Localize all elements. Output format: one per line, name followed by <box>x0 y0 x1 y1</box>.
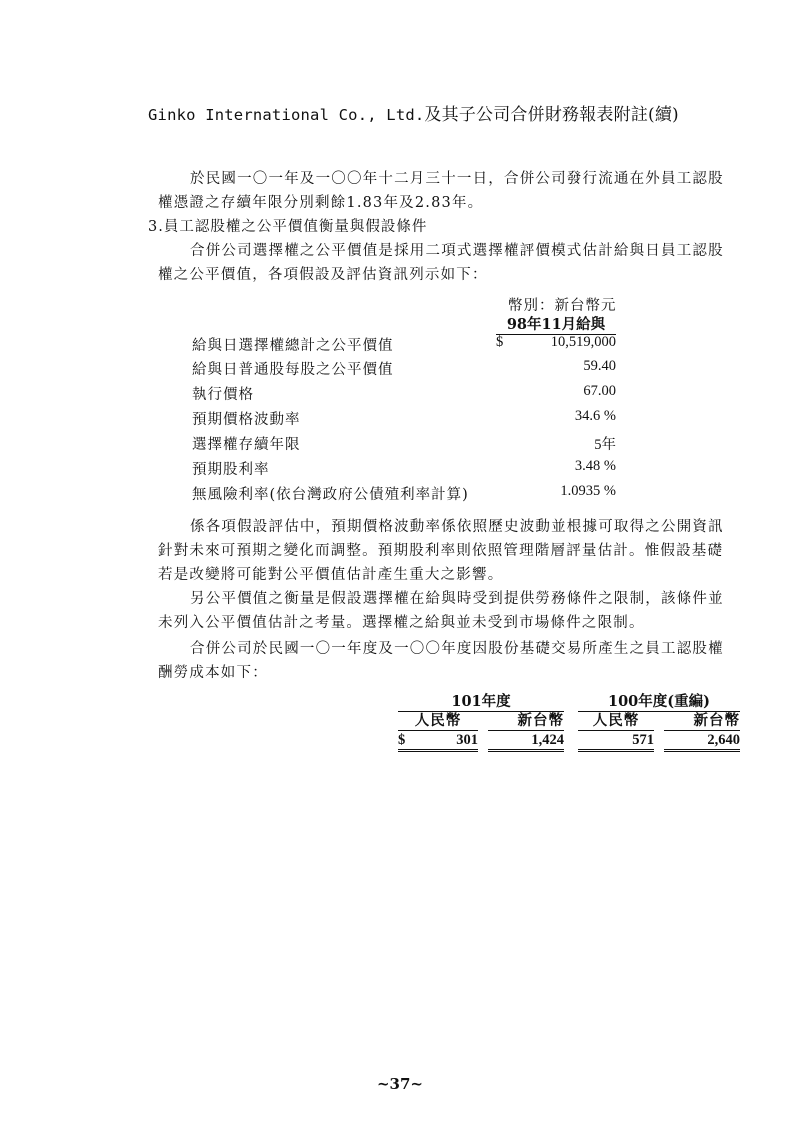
assumption-label: 預期股利率 <box>192 462 270 478</box>
assumption-value: 1.0935 % <box>560 483 616 499</box>
assumption-value: 67.00 <box>583 383 616 399</box>
assumption-label: 給與日普通股每股之公平價值 <box>192 362 394 378</box>
intro-line-1: 於民國一〇一年及一〇〇年十二月三十一日，合併公司發行流通在外員工認股 <box>190 171 724 187</box>
dollar-sign: $ <box>398 732 406 748</box>
assumption-value: 59.40 <box>583 358 616 374</box>
company-name-en: Ginko International Co., Ltd. <box>148 106 425 124</box>
assumption-label: 給與日選擇權總計之公平價值 <box>192 338 394 354</box>
para2-line-1: 係各項假設評估中，預期價格波動率係依照歷史波動並根據可取得之公開資訊 <box>190 519 724 535</box>
assumption-currency: $ <box>496 334 504 350</box>
assumption-label: 選擇權存續年限 <box>192 437 301 453</box>
col-ntd-101: 新台幣 <box>488 712 564 731</box>
section-3-heading: 3.員工認股權之公平價值衡量與假設條件 <box>148 219 428 235</box>
value-101-rmb: 301 <box>456 732 478 748</box>
col-rmb-100: 人民幣 <box>578 712 654 731</box>
col-rmb-101: 人民幣 <box>398 712 478 731</box>
currency-note: 幣別：新台幣元 <box>508 298 617 314</box>
assumption-label: 執行價格 <box>192 387 254 403</box>
assumptions-column-header: 98年11月給與 <box>496 316 616 335</box>
section-3-line-1: 合併公司選擇權之公平價值是採用二項式選擇權評價模式估計給與日員工認股 <box>190 243 724 259</box>
page-number: ~37~ <box>376 1075 423 1093</box>
value-101-ntd: 1,424 <box>488 731 564 752</box>
para3-line-2: 未列入公平價值估計之考量。選擇權之給與並未受到市場條件之限制。 <box>158 615 645 631</box>
para4-line-1: 合併公司於民國一〇一年度及一〇〇年度因股份基礎交易所產生之員工認股權 <box>190 641 724 657</box>
header-title-zh: 及其子公司合併財務報表附註(續) <box>424 105 679 125</box>
para4-line-2: 酬勞成本如下： <box>158 665 268 681</box>
col-ntd-100: 新台幣 <box>664 712 740 731</box>
year-100-header: 100年度(重編) <box>578 693 740 712</box>
assumption-value: 3.48 % <box>574 458 616 474</box>
assumption-value: 34.6 % <box>574 408 616 424</box>
para3-line-1: 另公平價值之衡量是假設選擇權在給與時受到提供勞務條件之限制，該條件並 <box>190 591 724 607</box>
para2-line-3: 若是改變將可能對公平價值估計產生重大之影響。 <box>158 567 504 583</box>
intro-line-2: 權憑證之存續年限分別剩餘1.83年及2.83年。 <box>158 195 484 211</box>
year-101-header: 101年度 <box>398 693 564 712</box>
assumption-value: 5年 <box>594 437 616 453</box>
value-100-rmb: 571 <box>578 731 654 752</box>
value-101-rmb-cell <box>398 731 478 752</box>
value-100-ntd: 2,640 <box>664 731 740 752</box>
assumption-value: 10,519,000 <box>550 334 616 350</box>
section-3-line-2: 權之公平價值，各項假設及評估資訊列示如下： <box>158 267 488 283</box>
assumption-label: 無風險利率(依台灣政府公債殖利率計算) <box>192 487 469 503</box>
assumption-label: 預期價格波動率 <box>192 412 301 428</box>
para2-line-2: 針對未來可預期之變化而調整。預期股利率則依照管理階層評量估計。惟假設基礎 <box>158 543 724 559</box>
page-header <box>148 100 679 125</box>
